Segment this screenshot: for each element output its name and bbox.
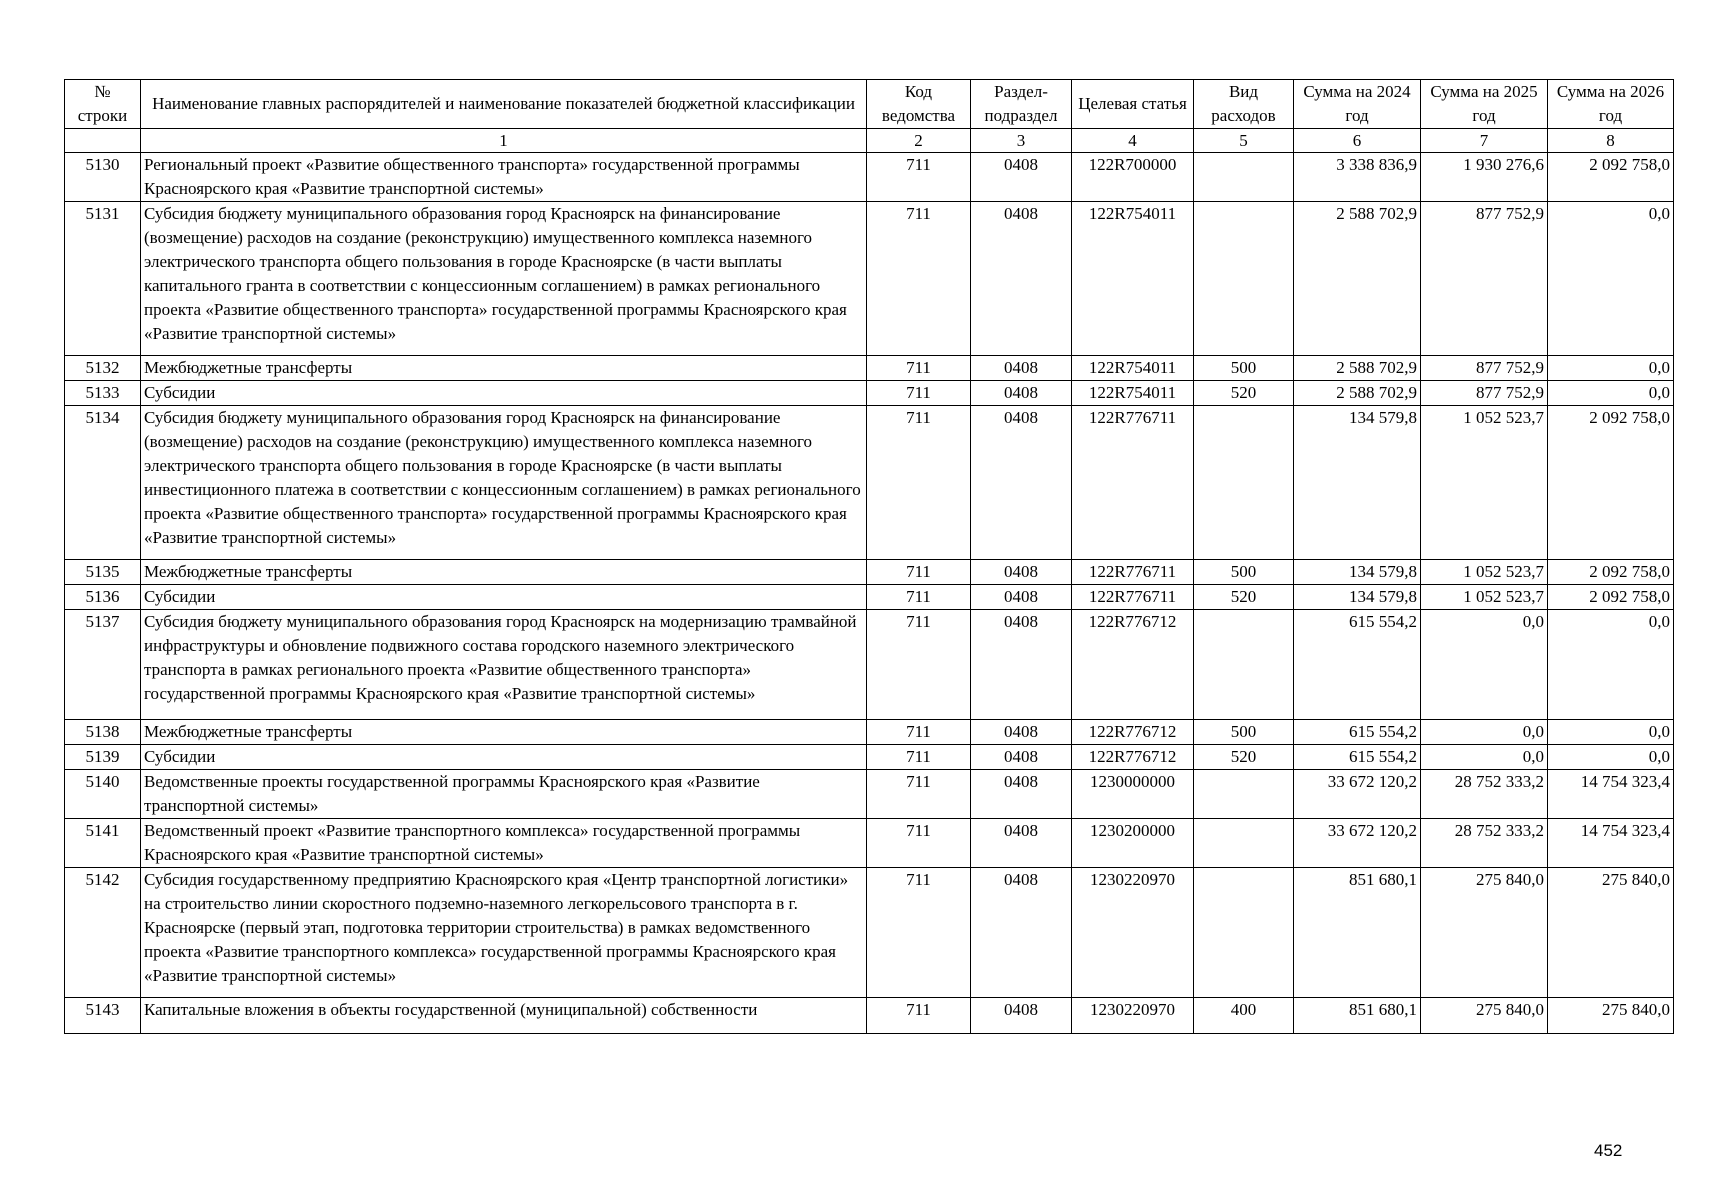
cell-expense-type: 500 <box>1194 720 1294 745</box>
cell-row-number: 5135 <box>65 560 141 585</box>
cell-target-item: 1230000000 <box>1072 770 1194 819</box>
cell-sum-2025: 0,0 <box>1421 745 1548 770</box>
cell-name: Субсидии <box>141 381 867 406</box>
column-number: 6 <box>1294 129 1421 153</box>
cell-row-number: 5132 <box>65 356 141 381</box>
cell-sum-2025: 28 752 333,2 <box>1421 819 1548 868</box>
table-row <box>65 381 1674 406</box>
cell-sum-2025: 877 752,9 <box>1421 202 1548 356</box>
cell-dept-code: 711 <box>867 745 971 770</box>
cell-name: Ведомственные проекты государственной программы Красноярского края «Развитие транспортной системы» <box>141 770 867 819</box>
table-row <box>65 406 1674 560</box>
cell-expense-type <box>1194 406 1294 560</box>
header-sum-2026: Сумма на 2026 год <box>1548 80 1674 129</box>
cell-sum-2024: 615 554,2 <box>1294 720 1421 745</box>
table-row <box>65 998 1674 1034</box>
cell-dept-code: 711 <box>867 585 971 610</box>
cell-row-number: 5137 <box>65 610 141 720</box>
cell-sum-2025: 275 840,0 <box>1421 868 1548 998</box>
cell-name: Субсидия бюджету муниципального образования город Красноярск на финансирование (возмещение) расходов на создание (реконструкцию) имущественного комплекса наземного электрического транспорта общего пользования в городе Красноярске (в части выплаты капитального гранта в соответствии с концессионным соглашением) в рамках регионального проекта «Развитие общественного транспорта» государственной программы Красноярского края «Развитие транспортной системы» <box>141 202 867 356</box>
cell-sum-2025: 877 752,9 <box>1421 356 1548 381</box>
cell-expense-type <box>1194 770 1294 819</box>
cell-dept-code: 711 <box>867 356 971 381</box>
cell-row-number: 5139 <box>65 745 141 770</box>
cell-dept-code: 711 <box>867 868 971 998</box>
cell-row-number: 5142 <box>65 868 141 998</box>
cell-section: 0408 <box>971 868 1072 998</box>
cell-expense-type: 500 <box>1194 356 1294 381</box>
cell-sum-2026: 0,0 <box>1548 720 1674 745</box>
cell-target-item: 122R776712 <box>1072 720 1194 745</box>
column-number: 4 <box>1072 129 1194 153</box>
cell-target-item: 122R776712 <box>1072 610 1194 720</box>
cell-target-item: 122R754011 <box>1072 356 1194 381</box>
column-number: 3 <box>971 129 1072 153</box>
cell-dept-code: 711 <box>867 610 971 720</box>
table-row <box>65 720 1674 745</box>
cell-name: Капитальные вложения в объекты государственной (муниципальной) собственности <box>141 998 867 1034</box>
cell-sum-2026: 2 092 758,0 <box>1548 585 1674 610</box>
header-target-item: Целевая статья <box>1072 80 1194 129</box>
cell-section: 0408 <box>971 770 1072 819</box>
cell-target-item: 122R776711 <box>1072 406 1194 560</box>
cell-sum-2026: 275 840,0 <box>1548 998 1674 1034</box>
header-dept-code: Код ведомства <box>867 80 971 129</box>
table-row <box>65 356 1674 381</box>
table-row <box>65 585 1674 610</box>
cell-sum-2024: 2 588 702,9 <box>1294 381 1421 406</box>
cell-section: 0408 <box>971 356 1072 381</box>
cell-target-item: 122R776711 <box>1072 585 1194 610</box>
cell-section: 0408 <box>971 745 1072 770</box>
cell-sum-2024: 134 579,8 <box>1294 560 1421 585</box>
table-row <box>65 745 1674 770</box>
cell-sum-2026: 0,0 <box>1548 381 1674 406</box>
cell-section: 0408 <box>971 998 1072 1034</box>
cell-expense-type: 520 <box>1194 745 1294 770</box>
cell-sum-2026: 0,0 <box>1548 356 1674 381</box>
cell-sum-2024: 615 554,2 <box>1294 610 1421 720</box>
table-row <box>65 610 1674 720</box>
cell-sum-2024: 2 588 702,9 <box>1294 356 1421 381</box>
cell-expense-type <box>1194 202 1294 356</box>
cell-target-item: 122R754011 <box>1072 202 1194 356</box>
cell-section: 0408 <box>971 610 1072 720</box>
cell-row-number: 5136 <box>65 585 141 610</box>
header-row-number: № строки <box>65 80 141 129</box>
cell-section: 0408 <box>971 819 1072 868</box>
cell-sum-2026: 2 092 758,0 <box>1548 153 1674 202</box>
cell-dept-code: 711 <box>867 381 971 406</box>
page-number: 452 <box>1594 1141 1623 1160</box>
cell-name: Субсидии <box>141 585 867 610</box>
cell-sum-2026: 275 840,0 <box>1548 868 1674 998</box>
cell-section: 0408 <box>971 381 1072 406</box>
cell-dept-code: 711 <box>867 770 971 819</box>
column-number: 2 <box>867 129 971 153</box>
cell-sum-2025: 0,0 <box>1421 720 1548 745</box>
column-number: 7 <box>1421 129 1548 153</box>
header-name: Наименование главных распорядителей и наименование показателей бюджетной классификации <box>141 80 867 129</box>
cell-dept-code: 711 <box>867 998 971 1034</box>
column-number: 1 <box>141 129 867 153</box>
cell-dept-code: 711 <box>867 406 971 560</box>
cell-name: Межбюджетные трансферты <box>141 356 867 381</box>
cell-section: 0408 <box>971 560 1072 585</box>
cell-dept-code: 711 <box>867 153 971 202</box>
cell-sum-2024: 615 554,2 <box>1294 745 1421 770</box>
cell-expense-type: 500 <box>1194 560 1294 585</box>
cell-sum-2024: 134 579,8 <box>1294 585 1421 610</box>
cell-sum-2025: 877 752,9 <box>1421 381 1548 406</box>
header-expense-type: Вид расходов <box>1194 80 1294 129</box>
cell-expense-type <box>1194 610 1294 720</box>
cell-dept-code: 711 <box>867 560 971 585</box>
header-sum-2024: Сумма на 2024 год <box>1294 80 1421 129</box>
cell-row-number: 5131 <box>65 202 141 356</box>
cell-target-item: 122R776711 <box>1072 560 1194 585</box>
cell-section: 0408 <box>971 202 1072 356</box>
header-section: Раздел-подраздел <box>971 80 1072 129</box>
header-row <box>65 80 1674 129</box>
cell-target-item: 1230200000 <box>1072 819 1194 868</box>
cell-target-item: 122R776712 <box>1072 745 1194 770</box>
cell-sum-2026: 2 092 758,0 <box>1548 560 1674 585</box>
cell-section: 0408 <box>971 720 1072 745</box>
table-row <box>65 153 1674 202</box>
cell-name: Региональный проект «Развитие общественного транспорта» государственной программы Красноярского края «Развитие транспортной системы» <box>141 153 867 202</box>
cell-sum-2024: 3 338 836,9 <box>1294 153 1421 202</box>
cell-sum-2026: 2 092 758,0 <box>1548 406 1674 560</box>
cell-section: 0408 <box>971 153 1072 202</box>
column-number: 5 <box>1194 129 1294 153</box>
cell-dept-code: 711 <box>867 720 971 745</box>
table-row <box>65 202 1674 356</box>
cell-sum-2024: 134 579,8 <box>1294 406 1421 560</box>
cell-dept-code: 711 <box>867 202 971 356</box>
table-row <box>65 819 1674 868</box>
cell-name: Межбюджетные трансферты <box>141 720 867 745</box>
cell-row-number: 5140 <box>65 770 141 819</box>
column-number-row <box>65 129 1674 153</box>
column-number: 8 <box>1548 129 1674 153</box>
table-row <box>65 560 1674 585</box>
cell-expense-type <box>1194 819 1294 868</box>
cell-sum-2026: 0,0 <box>1548 610 1674 720</box>
cell-expense-type: 520 <box>1194 585 1294 610</box>
column-number <box>65 129 141 153</box>
cell-row-number: 5134 <box>65 406 141 560</box>
cell-sum-2024: 33 672 120,2 <box>1294 819 1421 868</box>
cell-sum-2025: 275 840,0 <box>1421 998 1548 1034</box>
cell-target-item: 1230220970 <box>1072 998 1194 1034</box>
budget-table <box>64 79 1674 1034</box>
cell-name: Субсидия бюджету муниципального образования город Красноярск на модернизацию трамвайной инфраструктуры и обновление подвижного состава городского наземного электрического транспорта в рамках регионального проекта «Развитие общественного транспорта» государственной программы Красноярского края «Развитие транспортной системы» <box>141 610 867 720</box>
table-row <box>65 770 1674 819</box>
cell-sum-2024: 851 680,1 <box>1294 998 1421 1034</box>
cell-sum-2025: 28 752 333,2 <box>1421 770 1548 819</box>
cell-sum-2026: 0,0 <box>1548 202 1674 356</box>
cell-sum-2025: 1 052 523,7 <box>1421 560 1548 585</box>
cell-row-number: 5133 <box>65 381 141 406</box>
header-sum-2025: Сумма на 2025 год <box>1421 80 1548 129</box>
cell-name: Субсидия государственному предприятию Красноярского края «Центр транспортной логистики» на строительство линии скоростного подземно-наземного легкорельсового транспорта в г. Красноярске (первый этап, подготовка территории строительства) в рамках ведомственного проекта «Развитие транспортного комплекса» государственной программы Красноярского края «Развитие транспортной системы» <box>141 868 867 998</box>
cell-name: Субсидия бюджету муниципального образования город Красноярск на финансирование (возмещение) расходов на создание (реконструкцию) имущественного комплекса наземного электрического транспорта общего пользования в городе Красноярске (в части выплаты инвестиционного платежа в соответствии с концессионным соглашением) в рамках регионального проекта «Развитие общественного транспорта» государственной программы Красноярского края «Развитие транспортной системы» <box>141 406 867 560</box>
cell-sum-2024: 851 680,1 <box>1294 868 1421 998</box>
cell-target-item: 1230220970 <box>1072 868 1194 998</box>
cell-row-number: 5141 <box>65 819 141 868</box>
cell-sum-2025: 1 052 523,7 <box>1421 406 1548 560</box>
cell-name: Субсидии <box>141 745 867 770</box>
cell-sum-2025: 1 930 276,6 <box>1421 153 1548 202</box>
cell-expense-type <box>1194 868 1294 998</box>
cell-sum-2025: 1 052 523,7 <box>1421 585 1548 610</box>
cell-expense-type <box>1194 153 1294 202</box>
cell-name: Межбюджетные трансферты <box>141 560 867 585</box>
cell-target-item: 122R700000 <box>1072 153 1194 202</box>
cell-name: Ведомственный проект «Развитие транспортного комплекса» государственной программы Красноярского края «Развитие транспортной системы» <box>141 819 867 868</box>
cell-sum-2024: 2 588 702,9 <box>1294 202 1421 356</box>
cell-sum-2026: 0,0 <box>1548 745 1674 770</box>
table-row <box>65 868 1674 998</box>
cell-sum-2025: 0,0 <box>1421 610 1548 720</box>
cell-sum-2024: 33 672 120,2 <box>1294 770 1421 819</box>
cell-row-number: 5138 <box>65 720 141 745</box>
cell-row-number: 5130 <box>65 153 141 202</box>
cell-sum-2026: 14 754 323,4 <box>1548 770 1674 819</box>
cell-dept-code: 711 <box>867 819 971 868</box>
cell-section: 0408 <box>971 585 1072 610</box>
cell-target-item: 122R754011 <box>1072 381 1194 406</box>
cell-row-number: 5143 <box>65 998 141 1034</box>
cell-expense-type: 520 <box>1194 381 1294 406</box>
cell-section: 0408 <box>971 406 1072 560</box>
cell-expense-type: 400 <box>1194 998 1294 1034</box>
cell-sum-2026: 14 754 323,4 <box>1548 819 1674 868</box>
